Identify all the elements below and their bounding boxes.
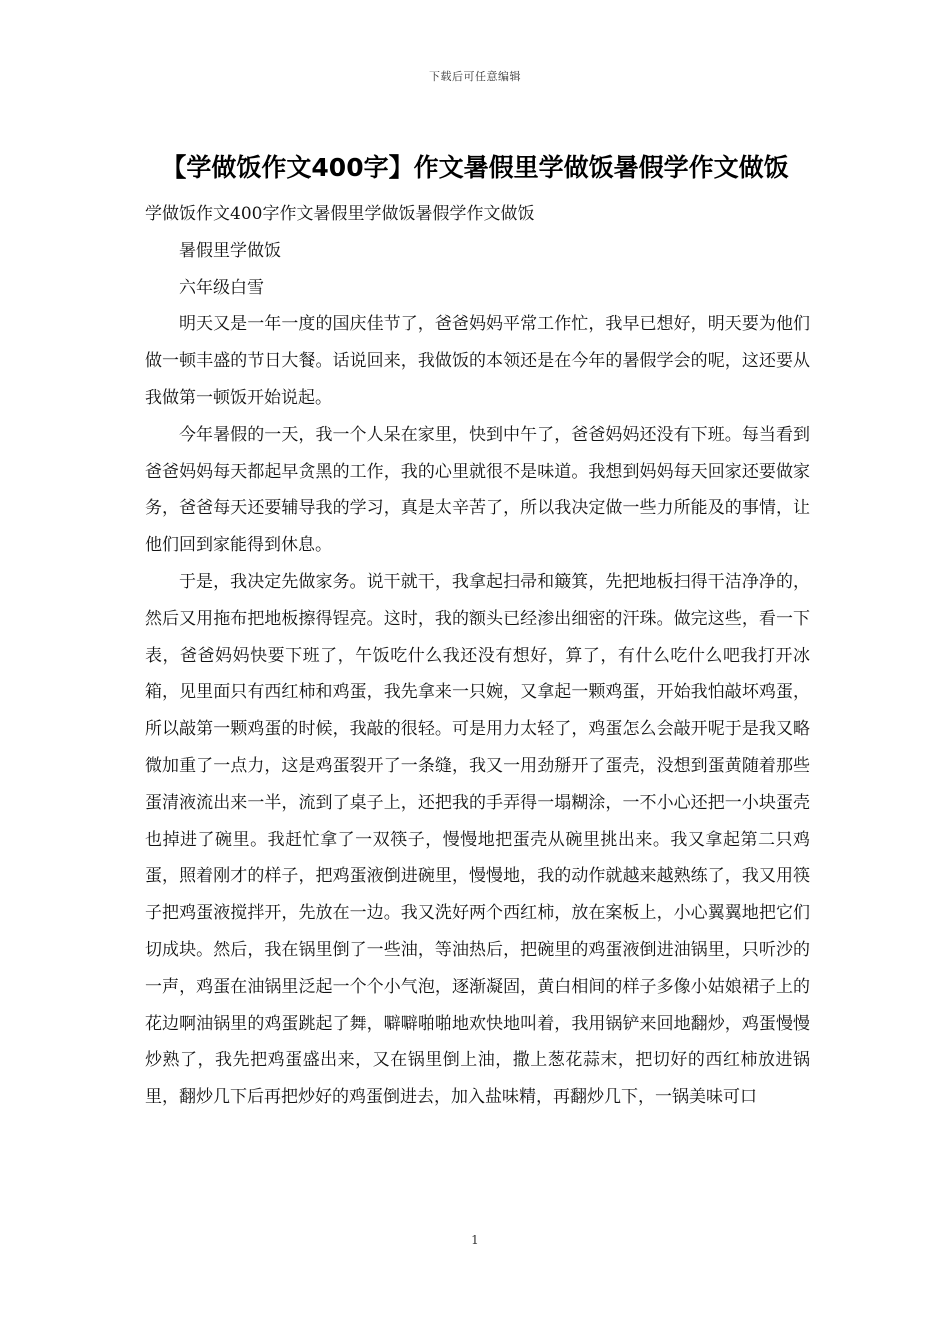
document-body [145, 196, 810, 1116]
body-paragraph: 今年暑假的一天，我一个人呆在家里，快到中午了，爸爸妈妈还没有下班。每当看到爸爸妈妈每天都起早贪黑的工作，我的心里就很不是味道。我想到妈妈每天回家还要做家务，爸爸每天还要辅导我的学习，真是太辛苦了，所以我决定做一些力所能及的事情，让他们回到家能得到休息。 [145, 424, 810, 556]
body-paragraph: 明天又是一年一度的国庆佳节了，爸爸妈妈平常工作忙，我早已想好，明天要为他们做一顿丰盛的节日大餐。话说回来，我做饭的本领还是在今年的暑假学会的呢，这还要从我做第一顿饭开始说起。 [145, 314, 810, 408]
header-note: 下载后可任意编辑 [429, 70, 521, 83]
document-title: 【学做饭作文400字】作文暑假里学做饭暑假学作文做饭 [161, 153, 789, 182]
body-paragraph: 于是，我决定先做家务。说干就干，我拿起扫帚和簸箕，先把地板扫得干洁净净的，然后又用拖布把地板擦得锃亮。这时，我的额头已经渗出细密的汗珠。做完这些，看一下表，爸爸妈妈快要下班了，午饭吃什么我还没有想好，算了，有什么吃什么吧我打开冰箱，见里面只有西红柿和鸡蛋，我先拿来一只婉，又拿起一颗鸡蛋，开始我怕敲坏鸡蛋，所以敲第一颗鸡蛋的时候，我敲的很轻。可是用力太轻了，鸡蛋怎么会敲开呢于是我又略微加重了一点力，这是鸡蛋裂开了一条缝，我又一用劲掰开了蛋壳，没想到蛋黄随着那些蛋清液流出来一半，流到了桌子上，还把我的手弄得一塌糊涂，一不小心还把一小块蛋壳也掉进了碗里。我赶忙拿了一双筷子，慢慢地把蛋壳从碗里挑出来。我又拿起第二只鸡蛋，照着刚才的样子，把鸡蛋液倒进碗里，慢慢地，我的动作就越来越熟练了，我又用筷子把鸡蛋液搅拌开，先放在一边。我又洗好两个西红柿，放在案板上，小心翼翼地把它们切成块。然后，我在锅里倒了一些油，等油热后，把碗里的鸡蛋液倒进油锅里，只听沙的一声，鸡蛋在油锅里泛起一个个小气泡，逐渐凝固，黄白相间的样子多像小姑娘裙子上的花边啊油锅里的鸡蛋跳起了舞，噼噼啪啪地欢快地叫着，我用锅铲来回地翻炒，鸡蛋慢慢炒熟了，我先把鸡蛋盛出来，又在锅里倒上油，撒上葱花蒜末，把切好的西红柿放进锅里，翻炒几下后再把炒好的鸡蛋倒进去，加入盐味精，再翻炒几下，一锅美味可口 [145, 571, 810, 1108]
page-number: 1 [471, 1233, 479, 1247]
subtitle-paragraph: 学做饭作文400字作文暑假里学做饭暑假学作文做饭 [145, 204, 535, 224]
essay-author: 六年级白雪 [179, 277, 264, 298]
essay-heading: 暑假里学做饭 [179, 240, 281, 261]
